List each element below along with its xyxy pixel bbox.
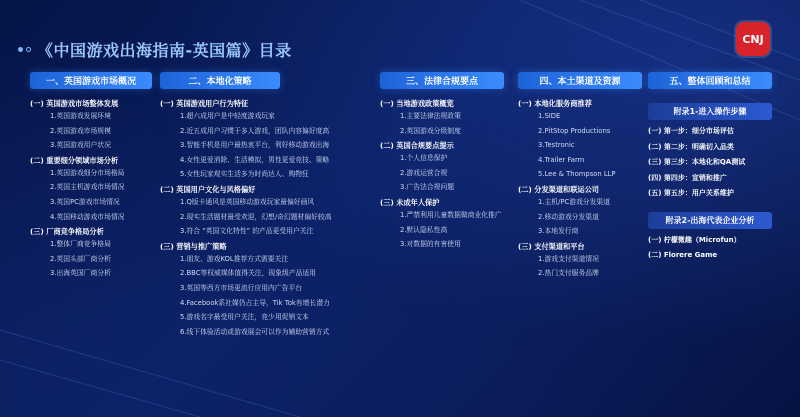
- list-item: 1.英国游戏细分市场格局: [50, 168, 125, 177]
- list-item: 4.女性更爱消除、生活模拟，男性更爱竞技、策略: [180, 155, 330, 164]
- list-item: 1.超六成用户是中轻度游戏玩家: [180, 112, 275, 120]
- section: [380, 197, 510, 252]
- section: [30, 226, 152, 281]
- list-item: 2.热门支付服务品牌: [538, 269, 599, 278]
- section-title: (一) 本地化服务商推荐: [518, 99, 592, 108]
- list-item: 3.出海英国厂商分析: [50, 269, 111, 278]
- step-item: (一) 柠檬微趣（Microfun）: [648, 235, 741, 244]
- list-item: 1.英国游戏发展环境: [50, 112, 111, 120]
- section: [518, 98, 642, 182]
- column-header: 三、法律合规要点: [380, 72, 504, 89]
- step-item: (五) 第五步：用户关系维护: [648, 189, 734, 197]
- list-item: 3.智能手机是用户最热衷平台，利好移动游戏出海: [180, 141, 330, 150]
- list-item: 1.主机/PC游戏分发渠道: [538, 197, 610, 206]
- step-item: (三) 第三步：本地化和QA测试: [648, 158, 746, 166]
- column-2: [160, 72, 372, 339]
- section-title: (一) 英国游戏用户行为特征: [160, 99, 249, 108]
- column-header: 一、英国游戏市场概况: [30, 72, 152, 89]
- title-dots-icon: [18, 47, 31, 52]
- appendix-1-header: 附录1-进入操作步骤: [648, 103, 772, 120]
- section-title: (二) 分发渠道和联运公司: [518, 184, 599, 194]
- section-title: (一) 英国游戏市场整体发展: [30, 99, 119, 108]
- list-item: 2.BBC等权威媒体值得关注，现象级产品适用: [180, 269, 316, 278]
- list-item: 1.主要法律法规政策: [400, 112, 461, 120]
- column-3: [380, 72, 510, 252]
- list-item: 2.移动游戏分发渠道: [538, 212, 599, 221]
- section: [380, 140, 510, 195]
- list-item: 1.SIDE: [538, 112, 561, 120]
- section-title: (三) 未成年人保护: [380, 197, 440, 207]
- list-item: 4.英国移动游戏市场情况: [50, 212, 125, 221]
- section-title: (一) 当地游戏政策概览: [380, 99, 454, 108]
- list-item: 2.英国游戏市场规模: [50, 126, 111, 135]
- column-header: 五、整体回顾和总结: [648, 72, 772, 89]
- list-item: 3.符合 “英国文化特性” 的产品更受用户关注: [180, 227, 314, 236]
- list-item: 1.Q版卡通风是英国移动游戏玩家最偏好画风: [180, 197, 315, 206]
- column-4: [518, 72, 642, 281]
- section: [380, 98, 510, 138]
- list-item: 2.英国头部厂商分析: [50, 254, 111, 263]
- column-header: 二、本地化策略: [160, 72, 280, 89]
- list-item: 1.游戏支付渠道情况: [538, 254, 599, 263]
- list-item: 3.对数据的有害使用: [400, 240, 461, 249]
- section: [160, 98, 372, 182]
- section: [160, 241, 372, 340]
- title-row: [18, 38, 292, 60]
- step-item: (二) 第二步：明确切入品类: [648, 142, 734, 151]
- list-item: 6.线下体验活动或游戏展会可以作为辅助营销方式: [180, 327, 330, 336]
- list-item: 1.整体厂商竞争格局: [50, 240, 111, 249]
- column-1: [30, 72, 152, 281]
- list-item: 2.英国主机游戏市场情况: [50, 183, 125, 192]
- section: [30, 98, 152, 153]
- list-item: 1.个人信息保护: [400, 154, 448, 163]
- list-item: 3.Testronic: [538, 141, 575, 150]
- list-item: 5.女性玩家观实生活多为时尚达人、购物狂: [180, 170, 309, 179]
- section: [518, 184, 642, 239]
- list-item: 3.英国游戏用户状况: [50, 141, 111, 150]
- column-header: 四、本土渠道及资源: [518, 72, 642, 89]
- list-item: 4.Facebook系社媒仍占主导，Tik Tok有增长潜力: [180, 298, 330, 307]
- section-title: (三) 厂商竞争格局分析: [30, 227, 104, 237]
- list-item: 1.严禁利用儿童数据做商业化推广: [400, 210, 502, 219]
- list-item: 3.英国PC游戏市场情况: [50, 197, 120, 206]
- page-title: 《中国游戏出海指南-英国篇》目录: [37, 40, 292, 60]
- section: [518, 241, 642, 281]
- list-item: 5.游戏名字最受用户关注，竞少用促销文本: [180, 313, 309, 322]
- list-item: 2.游戏运营合规: [400, 168, 448, 177]
- list-item: 4.Trailer Farm: [538, 155, 585, 164]
- appendix-2-steps: [648, 233, 772, 264]
- section-title: (三) 支付渠道和平台: [518, 241, 585, 251]
- section: [160, 184, 372, 239]
- list-item: 1.朋友、游戏KOL推荐方式需要关注: [180, 254, 289, 263]
- section-title: (三) 营销与推广策略: [160, 241, 227, 251]
- section: [30, 155, 152, 224]
- list-item: 2.英国游戏分级制度: [400, 126, 461, 135]
- section-title: (二) 重要细分领域市场分析: [30, 155, 119, 165]
- list-item: 3.英国等西方市场更流行应用内广告平台: [180, 283, 303, 292]
- section-title: (二) 英国合规要点提示: [380, 141, 454, 151]
- step-item: (四) 第四步：宣销和推广: [648, 173, 727, 182]
- step-item: (二) Florere Game: [648, 251, 718, 259]
- list-item: 2.PitStop Productions: [538, 126, 611, 135]
- list-item: 2.现实生活题材最受欢迎，幻想/奇幻题材偏好较高: [180, 212, 332, 221]
- brand-logo: CNJ: [736, 22, 770, 56]
- column-5: [648, 72, 772, 264]
- list-item: 2.近五成用户习惯于多人游戏，团队内容偏好度高: [180, 126, 330, 135]
- list-item: 3.本地发行商: [538, 227, 579, 236]
- appendix-1-steps: [648, 124, 772, 202]
- appendix-2-header: 附录2-出海代表企业分析: [648, 212, 772, 229]
- list-item: 2.默认隐私性高: [400, 225, 448, 234]
- step-item: (一) 第一步：细分市场评估: [648, 127, 734, 135]
- list-item: 3.广告法合规问题: [400, 183, 455, 192]
- list-item: 5.Lee & Thompson LLP: [538, 170, 616, 179]
- section-title: (二) 英国用户文化与风格偏好: [160, 184, 256, 194]
